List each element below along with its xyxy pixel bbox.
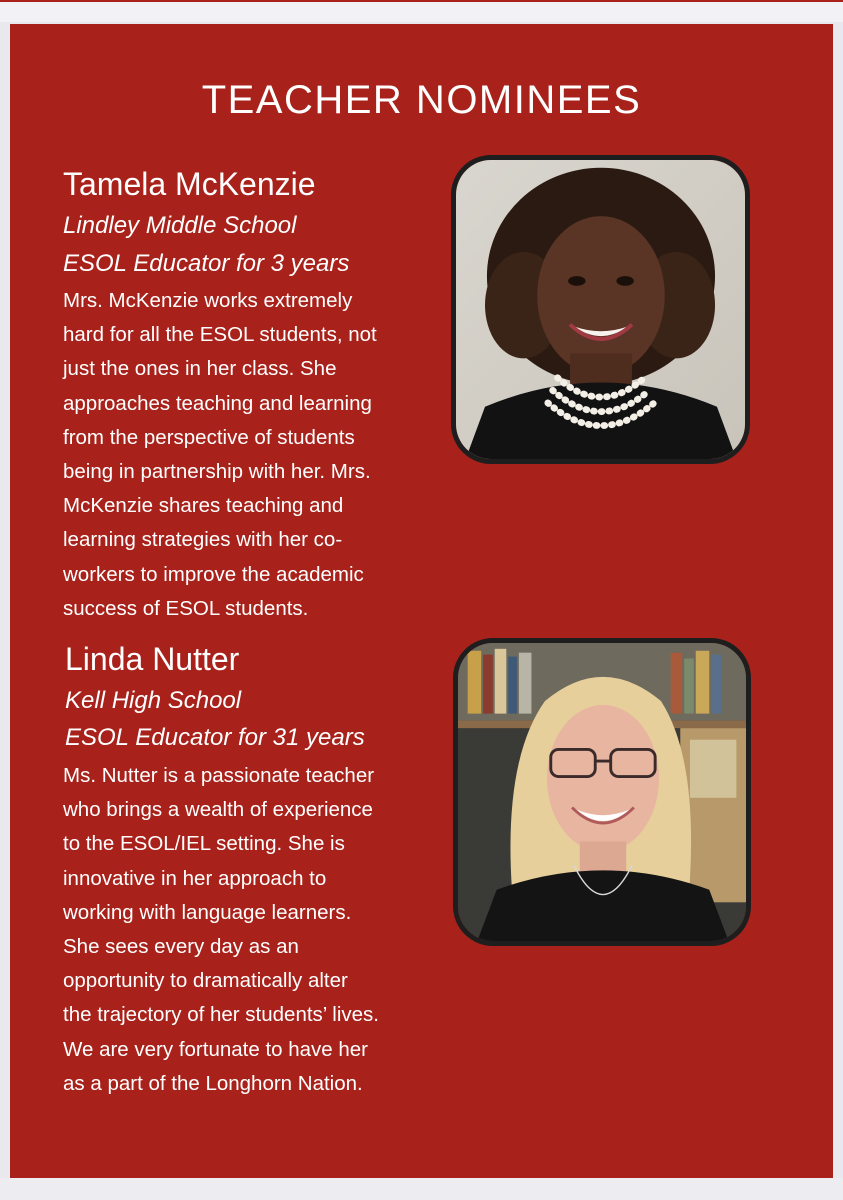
portrait-image bbox=[458, 643, 746, 941]
bio-line: opportunity to dramatically alter bbox=[63, 969, 348, 993]
bio-line: We are very fortunate to have her bbox=[63, 1037, 369, 1061]
nominee-bio bbox=[63, 759, 379, 1101]
bio-line: success of ESOL students. bbox=[63, 596, 309, 620]
bio-line: She sees every day as an bbox=[63, 935, 299, 959]
nominee-role: ESOL Educator for 3 years bbox=[63, 250, 350, 277]
top-strip bbox=[0, 0, 843, 22]
bio-line: approaches teaching and learning bbox=[63, 391, 372, 415]
bio-line: as a part of the Longhorn Nation. bbox=[63, 1071, 363, 1095]
bio-line: hard for all the ESOL students, not bbox=[63, 323, 377, 347]
bio-line: learning strategies with her co- bbox=[63, 528, 343, 552]
bottom-strip bbox=[0, 1178, 843, 1200]
bio-line: the trajectory of her students’ lives. bbox=[63, 1003, 379, 1027]
bio-line: who brings a wealth of experience bbox=[63, 798, 373, 822]
bio-line: just the ones in her class. She bbox=[63, 357, 337, 381]
bio-line: innovative in her approach to bbox=[63, 866, 327, 890]
bio-line: McKenzie shares teaching and bbox=[63, 494, 344, 518]
nominee-school: Lindley Middle School bbox=[63, 212, 297, 239]
nominee-school: Kell High School bbox=[65, 687, 242, 714]
bio-line: Mrs. McKenzie works extremely bbox=[63, 289, 353, 312]
nominee-photo bbox=[453, 638, 751, 946]
page-title: TEACHER NOMINEES bbox=[201, 78, 642, 122]
bio-line: working with language learners. bbox=[63, 900, 352, 924]
bio-line: from the perspective of students bbox=[63, 425, 355, 449]
nominee-role: ESOL Educator for 31 years bbox=[65, 724, 365, 751]
top-accent-line bbox=[0, 0, 843, 2]
nominee-photo bbox=[451, 155, 750, 464]
nominee-name: Tamela McKenzie bbox=[63, 166, 316, 202]
portrait-image bbox=[456, 160, 745, 459]
bio-line: being in partnership with her. Mrs. bbox=[63, 460, 371, 484]
bio-line: Ms. Nutter is a passionate teacher bbox=[63, 764, 375, 787]
nominee-bio bbox=[63, 284, 377, 626]
bio-line: workers to improve the academic bbox=[63, 562, 364, 586]
nominee-name: Linda Nutter bbox=[65, 641, 240, 677]
bio-line: to the ESOL/IEL setting. She is bbox=[63, 832, 345, 856]
